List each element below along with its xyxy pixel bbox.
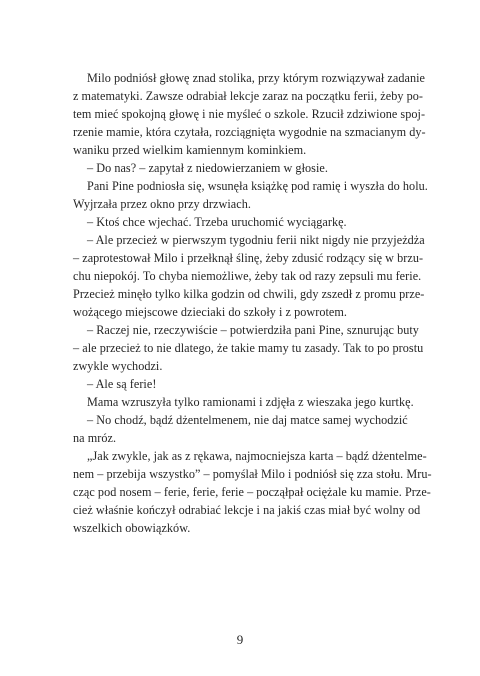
text-line: waniku przed wielkim kamiennym kominkiem. [73, 143, 307, 157]
text-line: cząc pod nosem – ferie, ferie, ferie – począłpał ociężale ku mamie. Prze- [73, 485, 431, 499]
text-line: Przecież minęło tylko kilka godzin od chwili, gdy zszedł z promu prze- [73, 287, 425, 301]
text-line: – Ale są ferie! [87, 377, 157, 391]
page-number: 9 [236, 632, 244, 647]
text-line: Mama wzruszyła tylko ramionami i zdjęła z wieszaka jego kurtkę. [87, 395, 414, 409]
text-line: wożącego miejscowe dzieciaki do szkoły i z powrotem. [73, 305, 348, 319]
text-line: z matematyki. Zawsze odrabiał lekcje zaraz na początku ferii, żeby po- [73, 89, 423, 103]
text-line: nem – przebija wszystko” – pomyślał Milo i podniósł się zza stołu. Mru- [73, 467, 432, 481]
text-line: – Ale przecież w pierwszym tygodniu ferii nikt nigdy nie przyjeżdża [87, 233, 425, 247]
text-line: na mróz. [73, 431, 117, 445]
text-line: – Ktoś chce wjechać. Trzeba uruchomić wyciągarkę. [87, 215, 347, 229]
text-line: „Jak zwykle, jak as z rękawa, najmocniejsza karta – bądź dżentelme- [87, 449, 427, 463]
text-line: tem mieć spokojną głowę i nie myśleć o szkole. Rzucił zdziwione spoj- [73, 107, 426, 121]
text-line: rzenie mamie, która czytała, rozciągnięta wygodnie na szmacianym dy- [73, 125, 426, 139]
text-line: chu niepokój. To chyba niemożliwe, żeby tak od razy zepsuli mu ferie. [73, 269, 422, 283]
text-line: – Do nas? – zapytał z niedowierzaniem w głosie. [87, 161, 328, 175]
text-line: – zaprotestował Milo i przełknął ślinę, żeby zdusić rodzący się w brzu- [73, 251, 424, 265]
text-line: Milo podniósł głowę znad stolika, przy którym rozwiązywał zadanie [87, 71, 425, 85]
text-line: zwykle wychodzi. [73, 359, 163, 373]
text-line: – ale przecież to nie dlatego, że takie mamy tu zasady. Tak to po prostu [73, 341, 424, 355]
text-line: wszelkich obowiązków. [73, 521, 191, 535]
text-line: – No chodź, bądź dżentelmenem, nie daj matce samej wychodzić [87, 413, 408, 427]
text-line: – Raczej nie, rzeczywiście – potwierdziła pani Pine, sznurując buty [87, 323, 419, 337]
text-line: Wyjrzała przez okno przy drzwiach. [73, 197, 251, 211]
text-line: cież właśnie kończył odrabiać lekcje i na jakiś czas miał być wolny od [73, 503, 421, 517]
text-line: Pani Pine podniosła się, wsunęła książkę pod ramię i wyszła do holu. [87, 179, 428, 193]
